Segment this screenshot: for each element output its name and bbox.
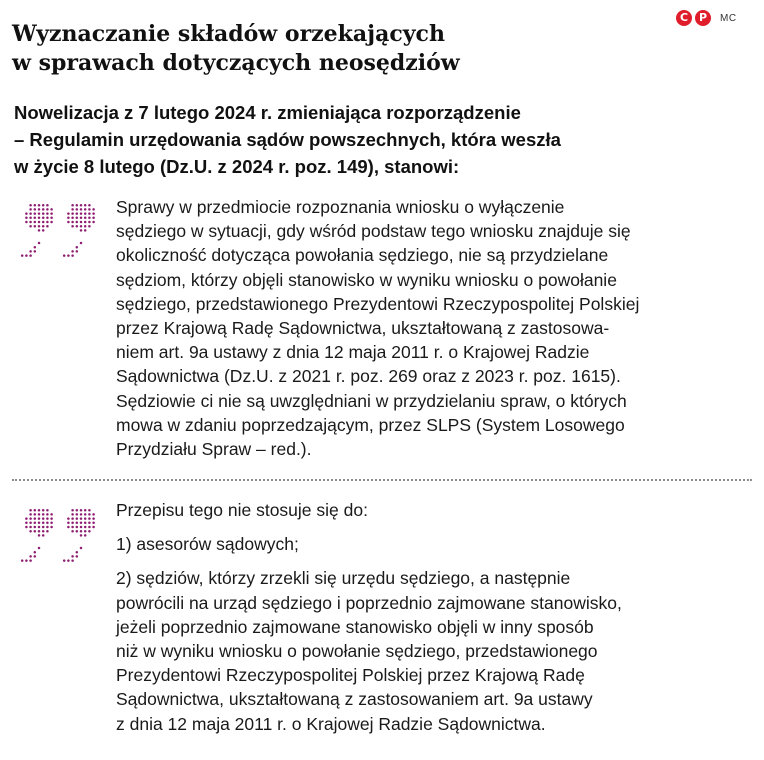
quote-dot xyxy=(71,555,74,558)
quote-1-line: Przydziału Spraw – red.). xyxy=(116,439,312,460)
quote-dot xyxy=(63,559,65,562)
quote-marks-svg xyxy=(20,505,104,565)
quote-dot xyxy=(38,534,41,537)
quote-dot xyxy=(29,212,32,215)
quote-dot xyxy=(38,229,41,232)
quote-dot xyxy=(84,208,87,211)
quote-dot xyxy=(34,513,37,516)
quote-dot xyxy=(67,212,70,215)
quote-2-text xyxy=(116,498,746,736)
quote-dot xyxy=(29,509,32,512)
quote-dot xyxy=(88,212,91,215)
quote-dot xyxy=(38,547,41,550)
quote-dot xyxy=(88,204,91,207)
quote-dot xyxy=(50,522,53,525)
quote-dot xyxy=(25,217,28,220)
quote-dot xyxy=(34,522,37,525)
quote-dot xyxy=(76,522,79,525)
logo-p-circle: P xyxy=(695,10,711,26)
quote-1-line: Sądownictwa (Dz.U. z 2021 r. poz. 269 oraz z 2023 r. poz. 1615). xyxy=(116,366,621,387)
quote-dot xyxy=(76,555,79,558)
quote-dot xyxy=(76,513,79,516)
quote-dot xyxy=(76,526,79,529)
quote-dot xyxy=(71,513,74,516)
quote-2-item-1: 1) asesorów sądowych; xyxy=(116,534,299,555)
quote-dot xyxy=(71,212,74,215)
quote-dot xyxy=(25,221,28,224)
quote-dot xyxy=(21,254,24,257)
quote-dot xyxy=(88,509,91,512)
quote-dot xyxy=(34,221,37,224)
quote-dot xyxy=(46,204,49,207)
quote-dot xyxy=(84,204,87,207)
quote-dot xyxy=(50,526,53,529)
quote-dot xyxy=(80,217,83,220)
quote-dot xyxy=(29,225,32,228)
quote-dot xyxy=(80,208,83,211)
quote-dot xyxy=(80,212,83,215)
quote-dot xyxy=(42,208,45,211)
quote-dot xyxy=(84,513,87,516)
quote-dot xyxy=(34,250,37,253)
quote-dot xyxy=(46,221,49,224)
quote-dot xyxy=(34,225,37,228)
quote-dot xyxy=(71,526,74,529)
quote-dot xyxy=(71,254,74,257)
quote-2-line: Sądownictwa, ukształtowaną z zastosowaniem art. 9a ustawy xyxy=(116,689,593,710)
quote-dot xyxy=(42,221,45,224)
quote-dot xyxy=(42,204,45,207)
lead-line-3: w życie 8 lutego (Dz.U. z 2024 r. poz. 149), stanowi: xyxy=(14,156,460,177)
quote-dot xyxy=(71,517,74,520)
quote-dot xyxy=(92,212,95,215)
quote-dot xyxy=(92,208,95,211)
quote-dot xyxy=(67,526,70,529)
quote-dot xyxy=(25,526,28,529)
quote-dot xyxy=(92,517,95,520)
quote-marks-svg xyxy=(20,200,104,260)
quote-1-line: mowa w zdaniu poprzedzającym, przez SLPS (System Losowego xyxy=(116,414,625,435)
quote-2-line: 2) sędziów, którzy zrzekli się urzędu sędziego, a następnie xyxy=(116,568,571,589)
quote-1-line: okoliczność dotycząca powołania sędziego, nie są przydzielane xyxy=(116,245,609,266)
quote-dot xyxy=(46,225,49,228)
quote-dot xyxy=(84,534,87,537)
quote-dot xyxy=(76,212,79,215)
quote-dot xyxy=(50,221,53,224)
quote-dot xyxy=(76,208,79,211)
quote-dot xyxy=(71,250,74,253)
quote-1-line: Sprawy w przedmiocie rozpoznania wniosku o wyłączenie xyxy=(116,197,565,217)
quote-2-line: z dnia 12 maja 2011 r. o Krajowej Radzie Sądownictwa. xyxy=(116,713,546,734)
quote-dot xyxy=(46,212,49,215)
quote-dot xyxy=(38,225,41,228)
quote-dot xyxy=(84,225,87,228)
quote-dot xyxy=(50,217,53,220)
quote-dot xyxy=(46,530,49,533)
quote-dot xyxy=(42,517,45,520)
quote-dot xyxy=(42,212,45,215)
quote-1-text xyxy=(116,195,746,461)
quote-dot xyxy=(38,530,41,533)
quote-dot xyxy=(34,208,37,211)
quote-dot xyxy=(92,513,95,516)
quote-dot xyxy=(38,517,41,520)
quote-dot xyxy=(88,225,91,228)
quote-dot xyxy=(29,517,32,520)
quote-dot xyxy=(42,534,45,537)
quote-dot xyxy=(67,559,70,562)
quote-marks-icon xyxy=(20,200,104,260)
quote-dot xyxy=(42,526,45,529)
quote-dot xyxy=(38,513,41,516)
quote-dot xyxy=(34,555,37,558)
quote-dot xyxy=(76,517,79,520)
quote-dot xyxy=(34,526,37,529)
quote-dot xyxy=(38,212,41,215)
quote-dot xyxy=(76,551,79,554)
quote-dot xyxy=(25,517,28,520)
quote-dot xyxy=(29,250,32,253)
quote-dot xyxy=(29,559,32,562)
quote-dot xyxy=(80,530,83,533)
quote-2-item-2 xyxy=(116,566,746,735)
quote-dot xyxy=(46,517,49,520)
quote-dot xyxy=(50,513,53,516)
quote-dot xyxy=(42,509,45,512)
quote-dot xyxy=(80,547,83,550)
quote-dot xyxy=(71,221,74,224)
quote-dot xyxy=(80,221,83,224)
quote-dot xyxy=(76,221,79,224)
page-title xyxy=(12,20,652,78)
quote-dot xyxy=(29,208,32,211)
quote-dot xyxy=(71,509,74,512)
quote-dot xyxy=(71,217,74,220)
quote-dot xyxy=(29,221,32,224)
quote-dot xyxy=(34,204,37,207)
quote-dot xyxy=(71,204,74,207)
quote-dot xyxy=(38,208,41,211)
quote-dot xyxy=(25,212,28,215)
quote-dot xyxy=(84,217,87,220)
quote-dot xyxy=(50,517,53,520)
author-initials: MC xyxy=(720,12,737,24)
quote-dot xyxy=(88,217,91,220)
quote-dot xyxy=(67,522,70,525)
quote-dot xyxy=(80,509,83,512)
quote-dot xyxy=(80,513,83,516)
quote-dot xyxy=(38,204,41,207)
quote-dot xyxy=(76,217,79,220)
quote-2-intro: Przepisu tego nie stosuje się do: xyxy=(116,500,368,520)
quote-dot xyxy=(46,217,49,220)
logo-c-circle: C xyxy=(676,10,692,26)
quote-dot xyxy=(80,522,83,525)
quote-dot xyxy=(84,522,87,525)
quote-dot xyxy=(46,522,49,525)
quote-dot xyxy=(88,530,91,533)
quote-dot xyxy=(38,522,41,525)
quote-2-line: powrócili na urząd sędziego i poprzednio zajmowane stanowisko, xyxy=(116,592,622,613)
quote-marks-icon xyxy=(20,505,104,565)
quote-dot xyxy=(76,530,79,533)
quote-dot xyxy=(50,208,53,211)
quote-dot xyxy=(92,526,95,529)
quote-dot xyxy=(34,212,37,215)
quote-dot xyxy=(84,517,87,520)
dotted-divider xyxy=(12,479,752,481)
quote-dot xyxy=(80,526,83,529)
quote-dot xyxy=(76,204,79,207)
quote-dot xyxy=(29,530,32,533)
quote-dot xyxy=(34,509,37,512)
lead-line-2: – Regulamin urzędowania sądów powszechnych, która weszła xyxy=(14,129,561,150)
quote-dot xyxy=(29,217,32,220)
quote-dot xyxy=(46,208,49,211)
quote-dot xyxy=(34,530,37,533)
quote-dot xyxy=(71,225,74,228)
title-line-2: w sprawach dotyczących neosędziów xyxy=(12,50,460,76)
quote-dot xyxy=(71,530,74,533)
quote-dot xyxy=(25,522,28,525)
quote-dot xyxy=(88,221,91,224)
quote-dot xyxy=(76,509,79,512)
quote-dot xyxy=(71,559,74,562)
quote-dot xyxy=(84,509,87,512)
quote-dot xyxy=(88,517,91,520)
quote-dot xyxy=(92,221,95,224)
lead-line-1: Nowelizacja z 7 lutego 2024 r. zmieniająca rozporządzenie xyxy=(14,102,521,123)
quote-dot xyxy=(92,217,95,220)
quote-dot xyxy=(76,250,79,253)
quote-dot xyxy=(46,513,49,516)
quote-dot xyxy=(42,530,45,533)
quote-dot xyxy=(80,242,83,245)
quote-1-line: przez Krajową Radę Sądownictwa, ukształtowaną z zastosowa- xyxy=(116,318,610,339)
quote-dot xyxy=(92,522,95,525)
quote-dot xyxy=(25,559,28,562)
quote-dot xyxy=(38,217,41,220)
quote-dot xyxy=(71,522,74,525)
quote-2-line: niż w wyniku wniosku o powołanie sędziego, przedstawionego xyxy=(116,641,598,662)
quote-dot xyxy=(38,242,41,245)
quote-dot xyxy=(29,513,32,516)
quote-1-line: niem art. 9a ustawy z dnia 12 maja 2011 r. o Krajowej Radzie xyxy=(116,342,590,363)
quote-dot xyxy=(29,254,32,257)
quote-dot xyxy=(67,517,70,520)
quote-dot xyxy=(42,217,45,220)
quote-dot xyxy=(71,208,74,211)
quote-dot xyxy=(38,526,41,529)
quote-2-line: jeżeli poprzednio zajmowane stanowisko objęli w inny sposób xyxy=(116,616,594,637)
quote-1-line: sędziego w sytuacji, gdy wśród podstaw tego wniosku znajduje się xyxy=(116,221,631,242)
quote-dot xyxy=(76,225,79,228)
quote-1-line: Sędziowie ci nie są uwzględniani w przydzielaniu spraw, o których xyxy=(116,390,627,411)
quote-dot xyxy=(88,526,91,529)
quote-dot xyxy=(38,509,41,512)
quote-dot xyxy=(88,208,91,211)
quote-dot xyxy=(46,509,49,512)
publisher-logo xyxy=(676,10,737,26)
quote-dot xyxy=(84,530,87,533)
quote-dot xyxy=(84,229,87,232)
quote-2-line: Prezydentowi Rzeczypospolitej Polskiej przez Krajową Radę xyxy=(116,665,585,686)
quote-dot xyxy=(38,221,41,224)
quote-dot xyxy=(80,229,83,232)
quote-dot xyxy=(80,517,83,520)
title-line-1: Wyznaczanie składów orzekających xyxy=(12,21,445,47)
quote-dot xyxy=(34,217,37,220)
quote-dot xyxy=(80,225,83,228)
quote-1-line: sędziego, przedstawionego Prezydentowi Rzeczypospolitej Polskiej xyxy=(116,293,640,314)
quote-dot xyxy=(21,559,24,562)
quote-dot xyxy=(29,522,32,525)
lead-paragraph xyxy=(14,99,714,180)
quote-dot xyxy=(84,221,87,224)
quote-dot xyxy=(34,551,37,554)
quote-dot xyxy=(34,517,37,520)
quote-dot xyxy=(42,225,45,228)
quote-dot xyxy=(80,534,83,537)
quote-dot xyxy=(46,526,49,529)
quote-dot xyxy=(63,254,65,257)
quote-dot xyxy=(88,513,91,516)
quote-dot xyxy=(76,246,79,249)
quote-dot xyxy=(42,522,45,525)
quote-dot xyxy=(25,254,28,257)
quote-1-line: sędziom, którzy objęli stanowisko w wyniku wniosku o powołanie xyxy=(116,269,617,290)
quote-dot xyxy=(29,204,32,207)
quote-dot xyxy=(80,204,83,207)
quote-dot xyxy=(29,526,32,529)
quote-dot xyxy=(84,212,87,215)
quote-dot xyxy=(67,217,70,220)
quote-dot xyxy=(84,526,87,529)
quote-dot xyxy=(34,246,37,249)
quote-dot xyxy=(42,229,45,232)
quote-dot xyxy=(50,212,53,215)
quote-dot xyxy=(42,513,45,516)
quote-dot xyxy=(67,254,70,257)
quote-dot xyxy=(29,555,32,558)
quote-dot xyxy=(88,522,91,525)
quote-dot xyxy=(67,221,70,224)
